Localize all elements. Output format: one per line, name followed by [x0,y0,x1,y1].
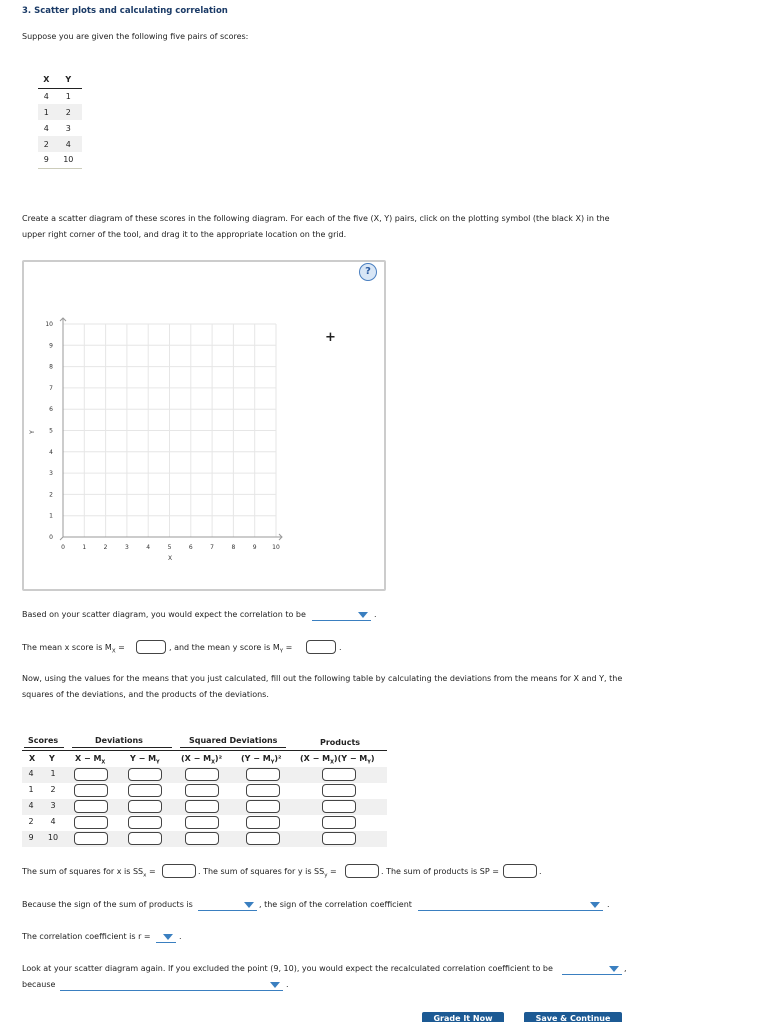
x-tick-label: 9 [252,544,257,551]
col-header-x-deviation [75,754,105,766]
subscript-x: X [101,759,106,766]
ss-y-input[interactable] [345,864,379,878]
score-y: 3 [65,123,71,133]
group-header-products: Products [320,738,361,747]
save-and-continue-button[interactable]: Save & Continue [524,1012,622,1022]
x-tick-label: 7 [210,544,215,551]
x-tick-label: 2 [103,544,108,551]
x-tick-label: 6 [188,544,193,551]
score-y: 1 [65,91,71,101]
dev-row-x: 9 [28,833,34,842]
sp-label: . The sum of products is SP = [381,867,499,876]
dev-row-y: 10 [47,833,59,842]
comma-text: , [624,964,627,973]
y-tick-label: 9 [49,342,53,350]
col-header-y-deviation-text: Y − M [130,754,157,763]
score-y: 2 [55,104,82,120]
dev-row-x: 4 [28,769,34,778]
subscript-x-lower: x [143,872,147,879]
subscript-y: Y [367,759,371,766]
x-axis-label: X [167,555,173,562]
col-header-y-squared-text: (Y − M [241,754,271,763]
ss-x-label [22,863,156,885]
subscript-x: X [330,759,334,766]
instructions-line-1: Create a scatter diagram of these scores in the following diagram. For each of the five (X, Y) pairs, click on the plotting symbol (the black X) in the [22,214,610,223]
group-header-squared-deviations: Squared Deviations [189,736,278,745]
y-deviation-input[interactable] [128,832,162,845]
col-header-x: X [29,754,36,763]
means-text-1 [22,639,125,661]
because-reason-dropdown[interactable] [60,980,283,991]
dev-row-y: 3 [50,801,56,810]
intro-text: Suppose you are given the following five pairs of scores: [22,32,249,41]
equals-sign: = [118,643,125,652]
y-deviation-input[interactable] [128,784,162,797]
means-text-2 [169,639,292,661]
x-tick-label: 5 [167,544,172,551]
group-header-deviations: Deviations [95,736,143,745]
score-y: 10 [55,152,82,168]
products-part-c: ) [370,754,375,763]
dev-row-y: 1 [50,769,56,778]
col-header-y: Y [49,754,55,763]
mean-y-subscript: Y [279,648,284,655]
mean-x-subscript: X [111,648,116,655]
col-header-x-squared [181,754,222,766]
exclude-question: Look at your scatter diagram again. If you excluded the point (9, 10), you would expect the recalculated correlation coefficient to be [22,964,553,973]
x-deviation-input[interactable] [74,768,108,781]
x-squared-deviation-input[interactable] [185,784,219,797]
y-squared-deviation-input[interactable] [246,768,280,781]
deviation-instructions-line-2: squares of the deviations, and the products of the deviations. [22,690,269,699]
x-tick-label: 3 [124,544,129,551]
x-squared-deviation-input[interactable] [185,832,219,845]
col-header-y-squared [241,754,281,766]
y-tick-label: 1 [49,512,53,520]
col-header-products [300,754,375,766]
ss-x-text: The sum of squares for x is SS [22,867,144,876]
dev-row-x: 4 [28,801,34,810]
products-part-b: )(Y − M [333,754,368,763]
period-text: . [374,610,377,619]
y-squared-deviation-input[interactable] [246,800,280,813]
x-tick-label: 1 [82,544,87,551]
divider [180,747,286,748]
x-deviation-input[interactable] [74,832,108,845]
recalculated-correlation-dropdown[interactable] [562,964,622,975]
y-tick-label: 4 [49,448,53,456]
y-tick-label: 5 [49,427,53,435]
score-x: 2 [38,136,55,152]
period-text: . [179,932,182,941]
y-squared-deviation-input[interactable] [246,832,280,845]
help-icon[interactable]: ? [359,263,377,281]
group-header-scores: Scores [28,736,59,745]
ss-y-text: . The sum of squares for y is SS [198,867,325,876]
dev-row-y: 4 [50,817,56,826]
dev-row-x: 1 [28,785,34,794]
scores-header-x: X [38,72,55,88]
instructions-line-2: upper right corner of the tool, and drag it to the appropriate location on the grid. [22,230,347,239]
y-tick-label: 8 [49,363,53,371]
plot-symbol-icon[interactable]: + [325,330,336,345]
scatter-grid[interactable] [22,260,386,591]
y-tick-label: 7 [49,384,53,392]
squared-close: )² [274,754,282,763]
subscript-x: X [211,759,215,766]
dropdown-arrow-icon [358,612,368,618]
divider [72,747,172,748]
x-deviation-input[interactable] [74,800,108,813]
mean-x-input[interactable] [136,640,166,654]
x-tick-label: 10 [272,544,280,551]
scores-header-y: Y [55,72,82,88]
product-input[interactable] [322,800,356,813]
x-tick-label: 4 [146,544,151,551]
y-squared-deviation-input[interactable] [246,784,280,797]
x-squared-deviation-input[interactable] [185,816,219,829]
score-x: 4 [43,91,49,101]
x-tick-label: 0 [61,544,65,551]
subscript-y-lower: y [324,872,328,879]
dropdown-arrow-icon [244,902,254,908]
subscript-y: Y [156,759,160,766]
squared-close: )² [214,754,223,763]
deviation-instructions-line-1: Now, using the values for the means that you just calculated, fill out the following table by calculating the deviations from the means for X and Y, the [22,674,623,683]
sign-question-middle: , the sign of the correlation coefficient [259,900,412,909]
products-part-a: (X − M [300,754,331,763]
product-input[interactable] [322,784,356,797]
sign-question-prefix: Because the sign of the sum of products is [22,900,193,909]
y-tick-label: 10 [45,321,53,328]
scores-table [38,72,82,169]
y-tick-label: 6 [49,406,53,414]
ss-x-input[interactable] [162,864,196,878]
mean-y-label: , and the mean y score is M [169,643,280,652]
product-input[interactable] [322,832,356,845]
dropdown-arrow-icon [163,934,173,940]
correlation-expectation-dropdown[interactable] [312,610,371,621]
correlation-sign-dropdown[interactable] [418,900,603,911]
r-label: The correlation coefficient is r = [22,932,151,941]
score-x: 4 [43,123,49,133]
correlation-coefficient-dropdown[interactable] [156,932,176,943]
y-tick-label: 3 [49,470,53,478]
col-header-x-deviation-text: X − M [75,754,102,763]
equals-sign: = [330,867,337,876]
dev-row-y: 2 [50,785,56,794]
mean-y-input[interactable] [306,640,336,654]
period-text: . [539,867,542,876]
dev-row-x: 2 [28,817,34,826]
grade-it-now-button[interactable]: Grade It Now [422,1012,504,1022]
question-title: 3. Scatter plots and calculating correlation [22,6,228,16]
y-squared-deviation-input[interactable] [246,816,280,829]
y-deviation-input[interactable] [128,800,162,813]
period-text: . [339,643,342,652]
score-x: 9 [38,152,55,168]
col-header-y-deviation [130,754,160,766]
correlation-question: Based on your scatter diagram, you would expect the correlation to be [22,610,306,619]
equals-sign: = [148,867,156,876]
divider [24,747,64,748]
y-deviation-input[interactable] [128,816,162,829]
subscript-y: Y [270,759,275,766]
y-axis-label: Y [29,430,36,434]
mean-x-label: The mean x score is M [22,643,112,652]
y-tick-label: 2 [49,491,53,499]
sp-input[interactable] [503,864,537,878]
x-tick-label: 8 [231,544,236,551]
product-input[interactable] [322,768,356,781]
x-deviation-input[interactable] [74,784,108,797]
axes [60,318,282,540]
score-y: 4 [55,136,82,152]
col-header-x-squared-text: (X − M [181,754,212,763]
sum-of-products-sign-dropdown[interactable] [198,900,257,911]
product-input[interactable] [322,816,356,829]
equals-sign: = [285,643,293,652]
dropdown-arrow-icon [590,902,600,908]
because-label: because [22,980,56,989]
x-squared-deviation-input[interactable] [185,768,219,781]
x-deviation-input[interactable] [74,816,108,829]
x-squared-deviation-input[interactable] [185,800,219,813]
y-tick-label: 0 [49,534,53,541]
period-text: . [286,980,289,989]
period-text: . [607,900,610,909]
score-x: 1 [38,104,55,120]
dropdown-arrow-icon [270,982,280,988]
divider [22,750,387,751]
y-deviation-input[interactable] [128,768,162,781]
dropdown-arrow-icon [609,966,619,972]
ss-y-label [198,863,337,885]
